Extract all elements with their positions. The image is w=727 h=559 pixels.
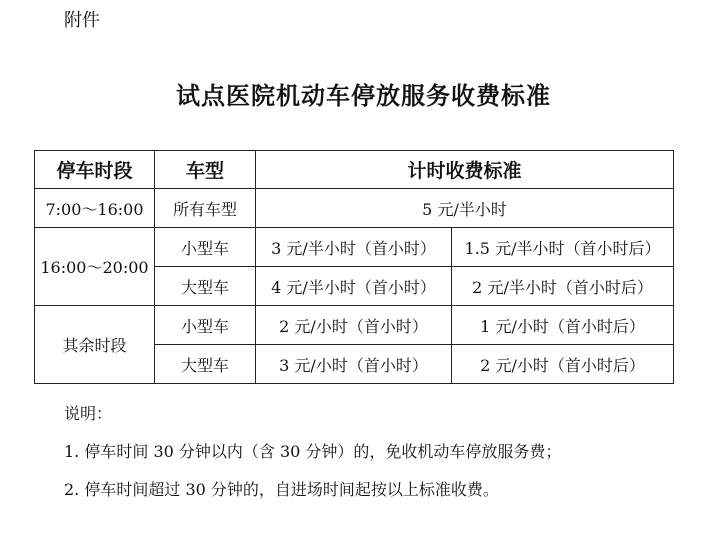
vehicle-cell: 小型车 [155,228,256,267]
notes-heading: 说明： [64,404,113,423]
fee-first-hour-cell: 4 元/半小时（首小时） [256,267,452,306]
table-header-row [35,151,674,189]
header-fee-standard: 计时收费标准 [256,151,674,189]
table-row [35,189,674,228]
table-row [35,228,674,267]
parking-fee-table [34,150,674,384]
document-title: 试点医院机动车停放服务收费标准 [176,82,551,110]
fee-after-first-hour-cell: 2 元/小时（首小时后） [452,345,674,384]
fee-after-first-hour-cell: 1 元/小时（首小时后） [452,306,674,345]
fee-cell: 5 元/半小时 [256,189,674,228]
period-cell: 其余时段 [35,306,155,384]
attachment-label: 附件 [64,10,100,31]
period-cell: 7:00～16:00 [35,189,155,228]
fee-first-hour-cell: 2 元/小时（首小时） [256,306,452,345]
period-cell: 16:00～20:00 [35,228,155,306]
fee-after-first-hour-cell: 1.5 元/半小时（首小时后） [452,228,674,267]
table-row [35,306,674,345]
header-period: 停车时段 [35,151,155,189]
note-item: 2. 停车时间超过 30 分钟的，自进场时间起按以上标准收费。 [64,480,499,499]
notes-section [64,395,561,509]
vehicle-cell: 大型车 [155,267,256,306]
vehicle-cell: 大型车 [155,345,256,384]
vehicle-cell: 所有车型 [155,189,256,228]
fee-first-hour-cell: 3 元/半小时（首小时） [256,228,452,267]
fee-first-hour-cell: 3 元/小时（首小时） [256,345,452,384]
fee-after-first-hour-cell: 2 元/半小时（首小时后） [452,267,674,306]
header-vehicle-type: 车型 [155,151,256,189]
vehicle-cell: 小型车 [155,306,256,345]
note-item: 1. 停车时间 30 分钟以内（含 30 分钟）的，免收机动车停放服务费； [64,442,562,461]
